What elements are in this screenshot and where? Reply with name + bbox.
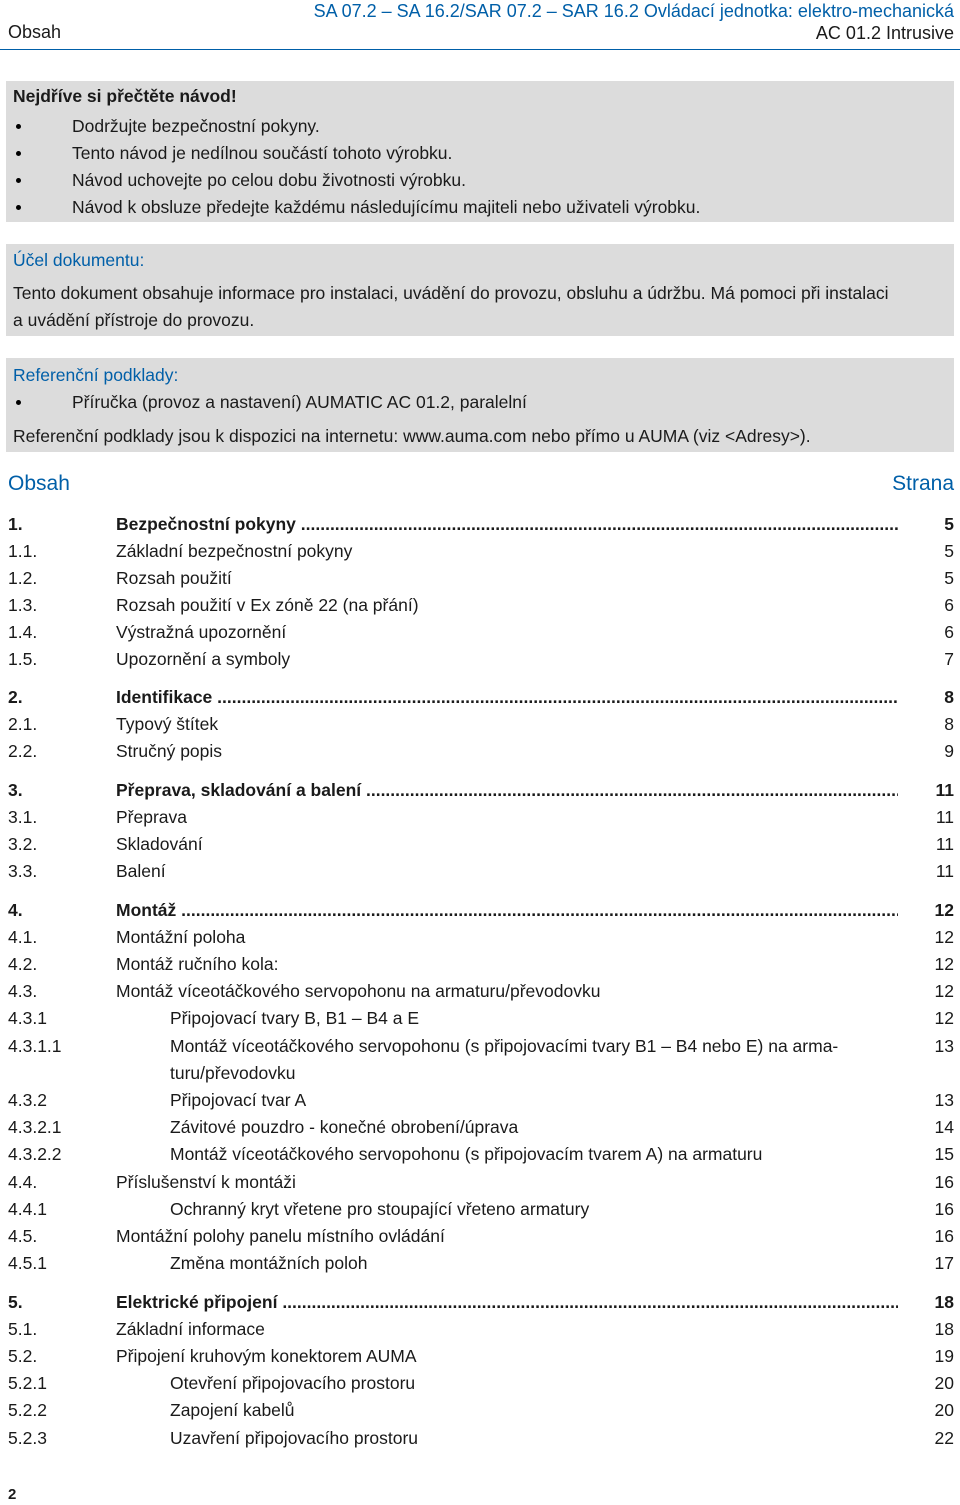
toc-entry[interactable] bbox=[0, 711, 960, 738]
toc-entry[interactable] bbox=[0, 646, 960, 673]
toc-entry-title: Zapojení kabelů bbox=[170, 1400, 295, 1420]
toc-entry[interactable] bbox=[0, 1196, 960, 1223]
toc-entry[interactable] bbox=[0, 831, 960, 858]
toc-entry-page: 9 bbox=[944, 741, 954, 761]
references-title: Referenční podklady: bbox=[13, 365, 179, 385]
toc-entry-title: Přeprava, skladování a balení ..... bbox=[116, 777, 898, 804]
toc-entry[interactable] bbox=[0, 738, 960, 765]
toc-entry[interactable] bbox=[0, 804, 960, 831]
toc-entry-page: 16 bbox=[934, 1172, 954, 1192]
toc-entry-page: 12 bbox=[934, 1008, 954, 1028]
toc-entry-title: Rozsah použití bbox=[116, 568, 232, 588]
toc-entry-title: Balení bbox=[116, 861, 166, 881]
toc-entry[interactable] bbox=[0, 1316, 960, 1343]
toc-entry-title: Rozsah použití v Ex zóně 22 (na přání) bbox=[116, 595, 419, 615]
toc-entry-title: Elektrické připojení ..... bbox=[116, 1289, 898, 1316]
toc-entry-number: 4.1. bbox=[8, 927, 38, 947]
toc-entry-title: Montáž víceotáčkového servopohonu na armaturu/převodovku bbox=[116, 981, 601, 1001]
references-box: Referenční podklady: Příručka (provoz a nastavení) AUMATIC AC 01.2, paralelní Referenční podklady jsou k dispozici na internetu: www.auma.com nebo přímo u AUMA (viz <Adresy>). bbox=[6, 358, 954, 452]
toc-entry[interactable] bbox=[0, 858, 960, 885]
toc-entry-number: 3.2. bbox=[8, 834, 38, 854]
toc-entry-page: 5 bbox=[944, 514, 954, 534]
toc-entry[interactable] bbox=[0, 1223, 960, 1250]
toc-entry-title: Stručný popis bbox=[116, 741, 223, 761]
toc-entry-title: Montáž ..... bbox=[116, 897, 898, 924]
toc-entry-number: 4. bbox=[8, 900, 23, 920]
toc-entry[interactable] bbox=[0, 1250, 960, 1277]
toc-entry-page: 15 bbox=[934, 1144, 954, 1164]
toc-entry[interactable] bbox=[0, 538, 960, 565]
toc-entry[interactable] bbox=[0, 1397, 960, 1424]
toc-entry-page: 13 bbox=[934, 1036, 954, 1056]
toc-entry-page: 16 bbox=[934, 1199, 954, 1219]
toc-entry-title: Bezpečnostní pokyny ..... bbox=[116, 511, 898, 538]
toc-entry-title: Přeprava bbox=[116, 807, 188, 827]
toc-entry-number: 5.2.2 bbox=[8, 1400, 47, 1420]
toc-entry-page: 11 bbox=[935, 807, 954, 827]
toc-entry[interactable] bbox=[0, 565, 960, 592]
toc-entry[interactable] bbox=[0, 684, 960, 711]
toc-entry-title: Montážní poloha bbox=[116, 927, 246, 947]
toc-entry-page: 22 bbox=[934, 1428, 954, 1448]
toc-entry-page: 5 bbox=[944, 568, 954, 588]
toc-entry-number: 1.2. bbox=[8, 568, 38, 588]
toc-entry-title: Uzavření připojovacího prostoru bbox=[170, 1428, 419, 1448]
header-divider bbox=[0, 49, 960, 50]
toc-entry-title: Otevření připojovacího prostoru bbox=[170, 1373, 416, 1393]
toc-entry-title: Upozornění a symboly bbox=[116, 649, 291, 669]
toc-entry-number: 3.1. bbox=[8, 807, 38, 827]
toc-entry-title: Závitové pouzdro - konečné obrobení/úprava bbox=[170, 1117, 519, 1137]
toc-entry[interactable] bbox=[0, 619, 960, 646]
toc-entry[interactable] bbox=[0, 1114, 960, 1141]
toc-entry-number: 4.3. bbox=[8, 981, 38, 1001]
purpose-box bbox=[6, 244, 954, 336]
toc-entry-title: Připojovací tvary B, B1 – B4 a E bbox=[170, 1008, 420, 1028]
toc-entry[interactable] bbox=[0, 1425, 960, 1452]
toc-entry-number: 5.1. bbox=[8, 1319, 38, 1339]
toc-entry[interactable] bbox=[0, 511, 960, 538]
toc-entry[interactable] bbox=[0, 1141, 960, 1168]
toc-entry-title: Výstražná upozornění bbox=[116, 622, 287, 642]
toc-entry-page: 12 bbox=[934, 954, 954, 974]
toc-entry[interactable] bbox=[0, 1005, 960, 1032]
toc-entry-page: 7 bbox=[944, 649, 954, 669]
toc-entry-page: 20 bbox=[934, 1400, 954, 1420]
notice-title: Nejdříve si přečtěte návod! bbox=[13, 86, 237, 106]
toc-entry-number: 4.3.1.1 bbox=[8, 1036, 62, 1056]
toc-entry-number: 4.4.1 bbox=[8, 1199, 47, 1219]
toc-entry[interactable] bbox=[0, 897, 960, 924]
toc-entry-number: 1.1. bbox=[8, 541, 38, 561]
bullet-icon bbox=[16, 124, 21, 129]
toc-entry-title: Montáž víceotáčkového servopohonu (s připojovacími tvary B1 – B4 nebo E) na arma-turu/převodovku bbox=[170, 1036, 839, 1083]
toc-entry-title: Základní bezpečnostní pokyny bbox=[116, 541, 353, 561]
toc-entry-number: 4.3.2 bbox=[8, 1090, 47, 1110]
header-title-line1: SA 07.2 – SA 16.2/SAR 07.2 – SAR 16.2 Ovládací jednotka: elektro-mechanická bbox=[313, 1, 954, 21]
toc-entry-page: 11 bbox=[935, 834, 954, 854]
header-section-label: Obsah bbox=[8, 22, 62, 42]
toc-entry-number: 4.3.1 bbox=[8, 1008, 47, 1028]
header-document-title bbox=[314, 0, 954, 44]
toc-entry-title: Změna montážních poloh bbox=[170, 1253, 368, 1273]
toc-entry[interactable] bbox=[0, 777, 960, 804]
toc-entry-number: 4.5.1 bbox=[8, 1253, 47, 1273]
toc-entry-title: Připojení kruhovým konektorem AUMA bbox=[116, 1346, 417, 1366]
toc-entry-number: 4.3.2.1 bbox=[8, 1117, 62, 1137]
toc-entry-page: 6 bbox=[944, 622, 954, 642]
toc-entry-page: 6 bbox=[944, 595, 954, 615]
toc-entry-page: 18 bbox=[934, 1292, 954, 1312]
toc-entry-title: Základní informace bbox=[116, 1319, 265, 1339]
toc-entry-number: 5.2.1 bbox=[8, 1373, 47, 1393]
toc-entry-page: 11 bbox=[935, 780, 954, 800]
toc-entry-number: 2.2. bbox=[8, 741, 38, 761]
toc-entry-number: 4.2. bbox=[8, 954, 38, 974]
toc-entry-number: 1.3. bbox=[8, 595, 38, 615]
toc-heading-row bbox=[8, 472, 954, 500]
toc-entry-page: 12 bbox=[934, 900, 954, 920]
toc-entry-title: Ochranný kryt vřetene pro stoupající vřeteno armatury bbox=[170, 1199, 590, 1219]
toc-entry-page: 18 bbox=[934, 1319, 954, 1339]
toc-entry[interactable] bbox=[0, 924, 960, 951]
header-title-line2: AC 01.2 Intrusive bbox=[815, 23, 954, 43]
toc-entry-title: Montážní polohy panelu místního ovládání bbox=[116, 1226, 445, 1246]
toc-entry-title: Skladování bbox=[116, 834, 203, 854]
toc-entry-page: 17 bbox=[934, 1253, 954, 1273]
toc-entry-page: 20 bbox=[934, 1373, 954, 1393]
toc-entry-title: Typový štítek bbox=[116, 714, 219, 734]
toc-entry-number: 1.4. bbox=[8, 622, 38, 642]
toc-heading: Obsah bbox=[8, 472, 70, 495]
toc-entry-page: 14 bbox=[934, 1117, 954, 1137]
toc-entry[interactable] bbox=[0, 978, 960, 1005]
toc-entry-title: Montáž víceotáčkového servopohonu (s připojovacím tvarem A) na armaturu bbox=[170, 1144, 763, 1164]
toc-entry-number: 2. bbox=[8, 687, 23, 707]
toc-entry[interactable] bbox=[0, 1033, 960, 1087]
toc-entry-title: Příslušenství k montáži bbox=[116, 1172, 296, 1192]
toc-entry-page: 16 bbox=[934, 1226, 954, 1246]
toc-entry[interactable] bbox=[0, 1370, 960, 1397]
toc-entry-title: Montáž ručního kola: bbox=[116, 954, 279, 974]
toc-entry[interactable] bbox=[0, 592, 960, 619]
toc-entry-page: 8 bbox=[944, 714, 954, 734]
toc-entry[interactable] bbox=[0, 1169, 960, 1196]
toc-entry-page: 5 bbox=[944, 541, 954, 561]
bullet-icon bbox=[16, 178, 21, 183]
toc-entry-title: Připojovací tvar A bbox=[170, 1090, 307, 1110]
toc-entry[interactable] bbox=[0, 1343, 960, 1370]
toc-entry-page: 11 bbox=[935, 861, 954, 881]
toc-entry-page: 13 bbox=[934, 1090, 954, 1110]
toc-entry-number: 5.2. bbox=[8, 1346, 38, 1366]
toc-entry-number: 4.5. bbox=[8, 1226, 38, 1246]
purpose-text-line1: Tento dokument obsahuje informace pro instalaci, uvádění do provozu, obsluhu a údržbu. Má pomoci při instalaci bbox=[13, 283, 889, 303]
toc-entry-number: 1.5. bbox=[8, 649, 38, 669]
bullet-icon bbox=[16, 400, 21, 405]
toc-entry-number: 5.2.3 bbox=[8, 1428, 47, 1448]
page-number: 2 bbox=[8, 1486, 17, 1503]
toc-entry-page: 12 bbox=[934, 927, 954, 947]
toc-entry-number: 4.4. bbox=[8, 1172, 38, 1192]
purpose-text-line2: a uvádění přístroje do provozu. bbox=[13, 310, 255, 330]
toc-entry-page: 19 bbox=[934, 1346, 954, 1366]
toc-entry-page: 8 bbox=[944, 687, 954, 707]
toc-page-heading: Strana bbox=[892, 472, 954, 495]
toc-entry-number: 2.1. bbox=[8, 714, 38, 734]
purpose-title: Účel dokumentu: bbox=[13, 250, 145, 270]
notice-box: Nejdříve si přečtěte návod! Dodržujte bezpečnostní pokyny. Tento návod je nedílnou součástí tohoto výrobku. Návod uchovejte po celou dobu životnosti výrobku. Návod k obsluze předejte každému následujícímu majiteli nebo uživateli výrobku. bbox=[6, 81, 954, 222]
references-note: Referenční podklady jsou k dispozici na internetu: www.auma.com nebo přímo u AUMA (viz <Adresy>). bbox=[13, 426, 811, 446]
bullet-icon bbox=[16, 205, 21, 210]
toc-entry-number: 5. bbox=[8, 1292, 23, 1312]
bullet-icon bbox=[16, 151, 21, 156]
toc-entry-page: 12 bbox=[934, 981, 954, 1001]
toc-entry[interactable] bbox=[0, 951, 960, 978]
toc-entry-number: 4.3.2.2 bbox=[8, 1144, 62, 1164]
toc-entry-number: 3. bbox=[8, 780, 23, 800]
toc-entry[interactable] bbox=[0, 1087, 960, 1114]
toc-entry[interactable] bbox=[0, 1289, 960, 1316]
toc-entry-number: 1. bbox=[8, 514, 23, 534]
toc-entry-number: 3.3. bbox=[8, 861, 38, 881]
toc-entry-title: Identifikace ..... bbox=[116, 684, 898, 711]
